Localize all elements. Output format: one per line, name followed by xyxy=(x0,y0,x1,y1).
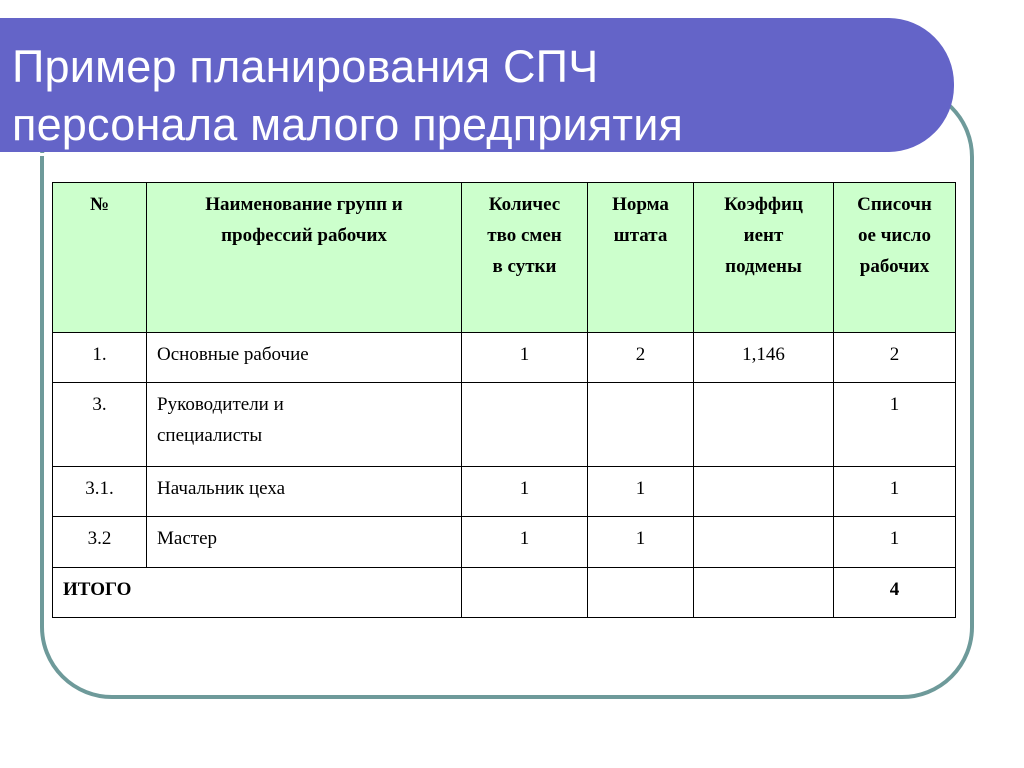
cell-num: 3. xyxy=(53,383,147,467)
header-list-line: ое число xyxy=(858,225,931,246)
cell-list: 2 xyxy=(834,333,956,383)
cell-list: 1 xyxy=(834,383,956,467)
cell-name-line: Руководители и xyxy=(157,394,284,415)
total-norm xyxy=(588,568,694,618)
table-row xyxy=(53,383,956,467)
cell-num: 3.1. xyxy=(53,467,147,517)
header-norm-line: Норма xyxy=(612,194,669,215)
header-list-line: рабочих xyxy=(859,256,930,277)
cell-name-line: Основные рабочие xyxy=(157,344,309,365)
header-shifts-line: Количес xyxy=(488,194,561,215)
header-shifts xyxy=(462,183,588,333)
title-bar xyxy=(0,18,954,152)
header-coef xyxy=(694,183,834,333)
header-coef-line: Коэффиц xyxy=(724,194,803,215)
header-norm-line: штата xyxy=(613,225,668,246)
header-coef-line: иент xyxy=(743,225,784,246)
cell-name xyxy=(147,517,462,568)
cell-coef xyxy=(694,467,834,517)
slide-title xyxy=(12,38,683,154)
cell-shifts xyxy=(462,383,588,467)
table-row xyxy=(53,467,956,517)
cell-name-line: Мастер xyxy=(157,528,217,549)
slide-title-line-1: Пример планирования СПЧ xyxy=(12,41,599,92)
cell-shifts: 1 xyxy=(462,467,588,517)
cell-name-line: специалисты xyxy=(157,425,263,446)
header-list-line: Списочн xyxy=(857,194,932,215)
cell-name xyxy=(147,383,462,467)
header-norm xyxy=(588,183,694,333)
cell-name-line: Начальник цеха xyxy=(157,478,286,499)
cell-coef xyxy=(694,383,834,467)
cell-name xyxy=(147,467,462,517)
table-row xyxy=(53,333,956,383)
header-shifts-line: в сутки xyxy=(492,256,557,277)
table-header-row xyxy=(53,183,956,333)
cell-num: 1. xyxy=(53,333,147,383)
cell-list: 1 xyxy=(834,517,956,568)
cell-num: 3.2 xyxy=(53,517,147,568)
cell-norm: 1 xyxy=(588,467,694,517)
cell-coef: 1,146 xyxy=(694,333,834,383)
cell-shifts: 1 xyxy=(462,333,588,383)
staffing-table xyxy=(52,182,956,618)
cell-shifts: 1 xyxy=(462,517,588,568)
header-name-line: профессий рабочих xyxy=(221,225,387,246)
title-underline xyxy=(0,153,908,156)
header-name xyxy=(147,183,462,333)
total-shifts xyxy=(462,568,588,618)
header-coef-line: подмены xyxy=(725,256,802,277)
table-total-row xyxy=(53,568,956,618)
header-list xyxy=(834,183,956,333)
total-coef xyxy=(694,568,834,618)
cell-norm: 1 xyxy=(588,517,694,568)
header-shifts-line: тво смен xyxy=(487,225,562,246)
total-list: 4 xyxy=(834,568,956,618)
slide-title-line-2: персонала малого предприятия xyxy=(12,99,684,150)
header-name-line: Наименование групп и xyxy=(205,194,403,215)
header-num: № xyxy=(53,183,147,333)
cell-norm xyxy=(588,383,694,467)
cell-list: 1 xyxy=(834,467,956,517)
cell-coef xyxy=(694,517,834,568)
cell-name xyxy=(147,333,462,383)
total-label: ИТОГО xyxy=(53,568,462,618)
table-row xyxy=(53,517,956,568)
cell-norm: 2 xyxy=(588,333,694,383)
